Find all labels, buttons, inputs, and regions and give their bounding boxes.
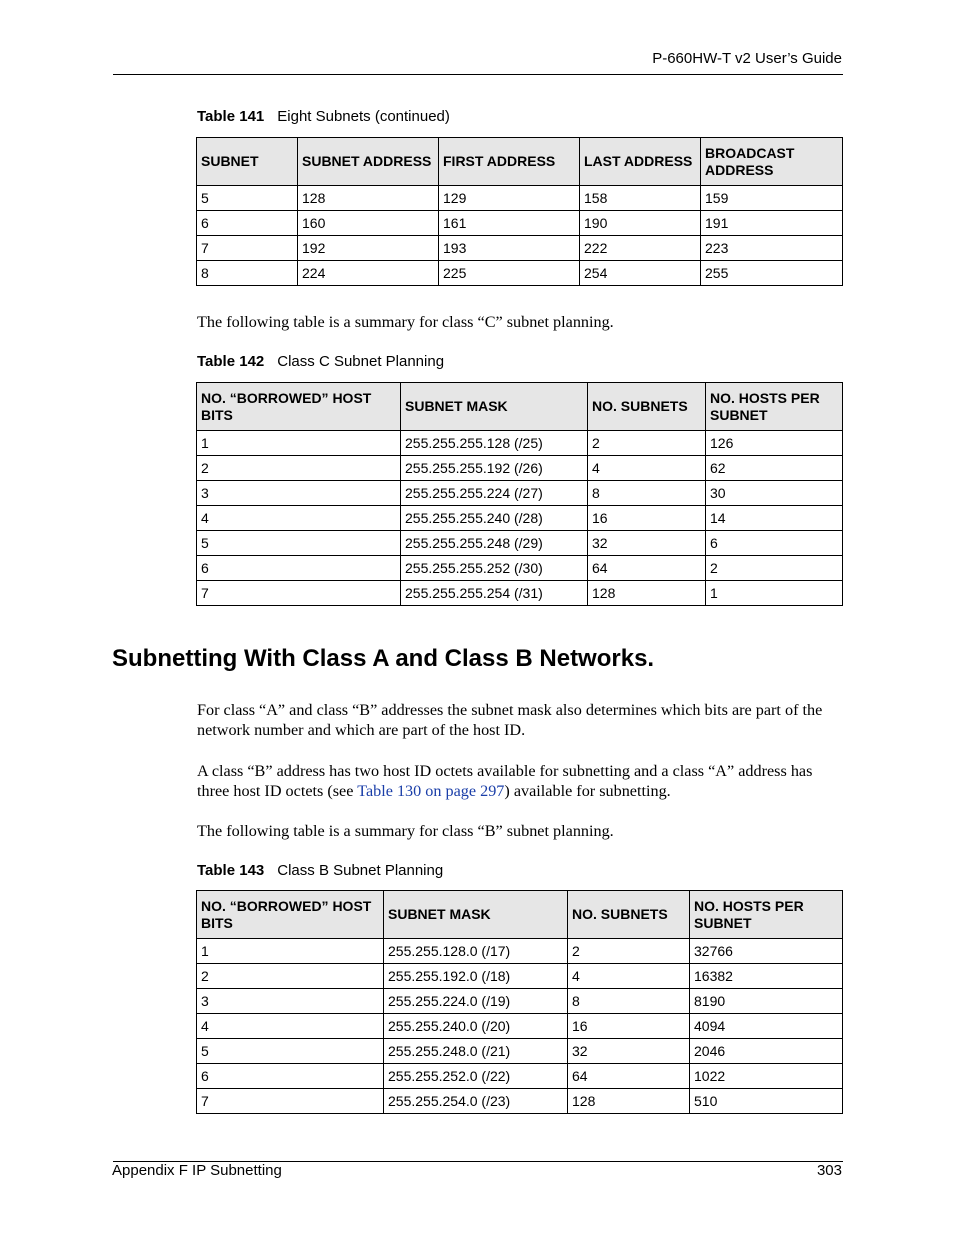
table-cell: 192 — [298, 236, 439, 261]
table-cell: 255.255.128.0 (/17) — [384, 939, 568, 964]
table-row — [197, 1089, 843, 1114]
table-row — [197, 939, 843, 964]
table-141 — [196, 137, 843, 286]
caption-text: Class C Subnet Planning — [277, 353, 445, 370]
paragraph-class-b-summary: The following table is a summary for class “B” subnet planning. — [197, 822, 614, 840]
table-cell: 16 — [588, 506, 706, 531]
column-header: NO. “BORROWED” HOST BITS — [197, 383, 401, 431]
table-row — [197, 236, 843, 261]
column-header: SUBNET MASK — [401, 383, 588, 431]
table-141-caption — [197, 108, 450, 125]
table-cell: 4094 — [690, 1014, 843, 1039]
table-row — [197, 556, 843, 581]
table-row — [197, 581, 843, 606]
table-cell: 510 — [690, 1089, 843, 1114]
table-cell: 4 — [588, 456, 706, 481]
table-cell: 254 — [580, 261, 701, 286]
table-cell: 2 — [197, 964, 384, 989]
table-cell: 2 — [568, 939, 690, 964]
table-cell: 1022 — [690, 1064, 843, 1089]
table-cell: 128 — [568, 1089, 690, 1114]
table-cell: 6 — [706, 531, 843, 556]
paragraph-class-b-octets — [197, 761, 843, 801]
table-cell: 255.255.252.0 (/22) — [384, 1064, 568, 1089]
caption-number: Table 142 — [197, 353, 265, 370]
table-cell: 64 — [588, 556, 706, 581]
table-cell: 224 — [298, 261, 439, 286]
table-cell: 128 — [298, 186, 439, 211]
column-header: BROADCAST ADDRESS — [701, 138, 843, 186]
table-row — [197, 431, 843, 456]
column-header: SUBNET MASK — [384, 891, 568, 939]
table-cell: 32 — [568, 1039, 690, 1064]
column-header: NO. “BORROWED” HOST BITS — [197, 891, 384, 939]
table-cell: 255.255.255.128 (/25) — [401, 431, 588, 456]
table-cell: 193 — [439, 236, 580, 261]
table-row — [197, 1064, 843, 1089]
table-cell: 222 — [580, 236, 701, 261]
table-cell: 30 — [706, 481, 843, 506]
header-rule — [113, 74, 843, 75]
column-header: LAST ADDRESS — [580, 138, 701, 186]
table-cell: 16382 — [690, 964, 843, 989]
table-cell: 255.255.255.248 (/29) — [401, 531, 588, 556]
table-cell: 64 — [568, 1064, 690, 1089]
table-cell: 2 — [197, 456, 401, 481]
table-cell: 159 — [701, 186, 843, 211]
table-cell: 255.255.255.254 (/31) — [401, 581, 588, 606]
caption-number: Table 141 — [197, 108, 265, 125]
table-cell: 6 — [197, 1064, 384, 1089]
table-cell: 255.255.248.0 (/21) — [384, 1039, 568, 1064]
table-130-link[interactable]: Table 130 on page 297 — [357, 782, 505, 800]
table-row — [197, 531, 843, 556]
table-cell: 3 — [197, 481, 401, 506]
table-cell: 2046 — [690, 1039, 843, 1064]
table-cell: 255.255.255.224 (/27) — [401, 481, 588, 506]
table-cell: 255.255.255.192 (/26) — [401, 456, 588, 481]
table-cell: 2 — [706, 556, 843, 581]
table-cell: 32 — [588, 531, 706, 556]
table-143 — [196, 890, 843, 1114]
table-cell: 1 — [197, 431, 401, 456]
table-cell: 4 — [568, 964, 690, 989]
table-cell: 223 — [701, 236, 843, 261]
footer-section-label: Appendix F IP Subnetting — [112, 1162, 282, 1179]
table-cell: 6 — [197, 211, 298, 236]
table-cell: 7 — [197, 581, 401, 606]
paragraph-class-ab: For class “A” and class “B” addresses the subnet mask also determines which bits are part of the network number and which are part of the host ID. — [197, 701, 823, 739]
table-row — [197, 186, 843, 211]
table-cell: 4 — [197, 506, 401, 531]
table-cell: 8 — [568, 989, 690, 1014]
table-cell: 7 — [197, 236, 298, 261]
text-after-link: ) available for subnetting. — [504, 782, 671, 800]
column-header: NO. HOSTS PER SUBNET — [706, 383, 843, 431]
table-cell: 128 — [588, 581, 706, 606]
table-cell: 8190 — [690, 989, 843, 1014]
table-142-caption — [197, 353, 444, 370]
column-header: FIRST ADDRESS — [439, 138, 580, 186]
table-cell: 1 — [197, 939, 384, 964]
table-header-row — [197, 383, 843, 431]
table-row — [197, 1014, 843, 1039]
column-header: SUBNET ADDRESS — [298, 138, 439, 186]
table-cell: 191 — [701, 211, 843, 236]
table-cell: 160 — [298, 211, 439, 236]
table-cell: 225 — [439, 261, 580, 286]
table-row — [197, 506, 843, 531]
table-cell: 255.255.255.240 (/28) — [401, 506, 588, 531]
column-header: NO. HOSTS PER SUBNET — [690, 891, 843, 939]
section-heading: Subnetting With Class A and Class B Networks. — [112, 645, 655, 672]
table-cell: 255.255.224.0 (/19) — [384, 989, 568, 1014]
table-cell: 5 — [197, 531, 401, 556]
table-row — [197, 964, 843, 989]
table-cell: 5 — [197, 186, 298, 211]
column-header: NO. SUBNETS — [568, 891, 690, 939]
text-before-link: A class “B” address has two host ID octets available for subnetting and a class “A” address has three host ID octets (see — [197, 762, 813, 800]
table-cell: 5 — [197, 1039, 384, 1064]
column-header: NO. SUBNETS — [588, 383, 706, 431]
table-cell: 1 — [706, 581, 843, 606]
table-cell: 62 — [706, 456, 843, 481]
paragraph-class-c-summary: The following table is a summary for class “C” subnet planning. — [197, 313, 614, 331]
table-cell: 190 — [580, 211, 701, 236]
table-cell: 16 — [568, 1014, 690, 1039]
table-cell: 8 — [588, 481, 706, 506]
caption-text: Eight Subnets (continued) — [277, 108, 450, 125]
table-cell: 255.255.254.0 (/23) — [384, 1089, 568, 1114]
table-cell: 14 — [706, 506, 843, 531]
table-cell: 129 — [439, 186, 580, 211]
table-cell: 2 — [588, 431, 706, 456]
table-cell: 8 — [197, 261, 298, 286]
table-cell: 126 — [706, 431, 843, 456]
table-cell: 32766 — [690, 939, 843, 964]
table-cell: 3 — [197, 989, 384, 1014]
table-row — [197, 456, 843, 481]
header-title: P-660HW-T v2 User’s Guide — [652, 50, 842, 67]
table-142 — [196, 382, 843, 606]
page-number: 303 — [816, 1162, 842, 1179]
table-cell: 6 — [197, 556, 401, 581]
table-cell: 255.255.192.0 (/18) — [384, 964, 568, 989]
table-cell: 158 — [580, 186, 701, 211]
table-cell: 7 — [197, 1089, 384, 1114]
table-cell: 255 — [701, 261, 843, 286]
table-header-row — [197, 138, 843, 186]
table-143-caption — [197, 862, 443, 879]
caption-number: Table 143 — [197, 862, 265, 879]
table-row — [197, 211, 843, 236]
table-row — [197, 261, 843, 286]
table-cell: 255.255.255.252 (/30) — [401, 556, 588, 581]
table-row — [197, 481, 843, 506]
table-cell: 161 — [439, 211, 580, 236]
table-row — [197, 1039, 843, 1064]
table-row — [197, 989, 843, 1014]
table-cell: 255.255.240.0 (/20) — [384, 1014, 568, 1039]
table-cell: 4 — [197, 1014, 384, 1039]
caption-text: Class B Subnet Planning — [277, 862, 444, 879]
table-header-row — [197, 891, 843, 939]
column-header: SUBNET — [197, 138, 298, 186]
